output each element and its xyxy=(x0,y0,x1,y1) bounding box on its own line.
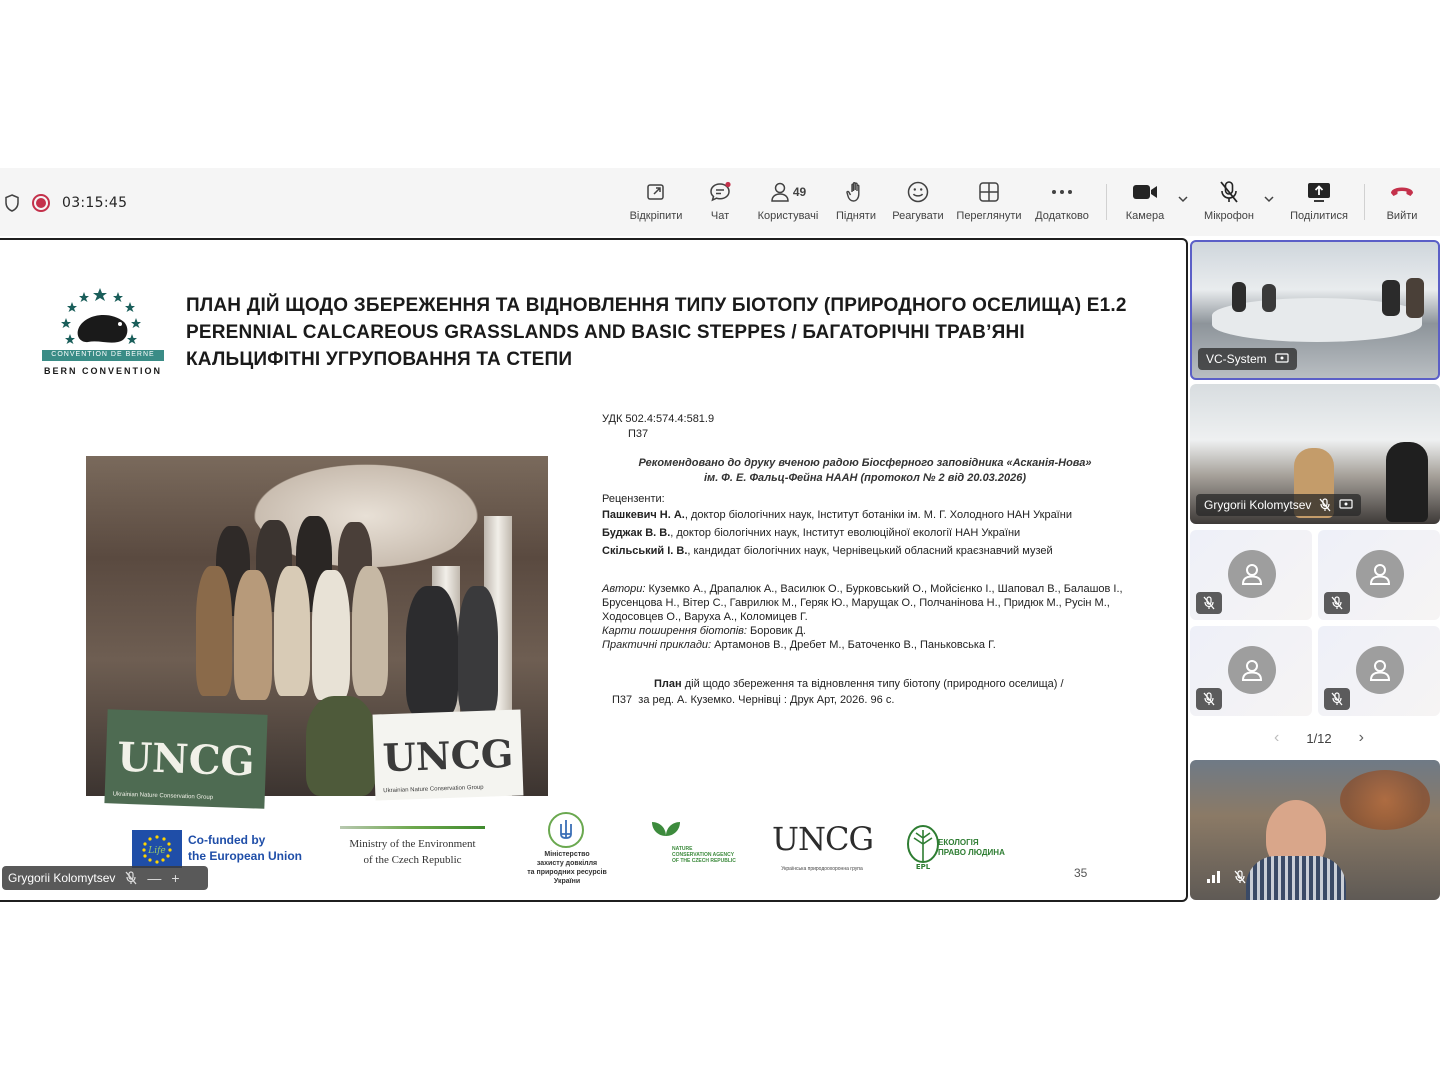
photo-person xyxy=(234,570,272,700)
toolbar-divider xyxy=(1106,184,1107,220)
biblio-line-2 xyxy=(612,694,894,706)
uncg-logo-text: UNCG xyxy=(772,820,874,858)
person-icon xyxy=(1239,561,1265,587)
nca-text xyxy=(672,846,742,864)
czech-ministry-bar xyxy=(340,826,485,829)
cz-line-1: Ministry of the Environment xyxy=(349,838,476,850)
meeting-toolbar xyxy=(0,168,1440,236)
unpin-label: Відкріпити xyxy=(629,210,683,222)
camera-icon xyxy=(1132,183,1158,201)
screen-share-icon xyxy=(1275,353,1289,365)
slide-title: ПЛАН ДІЙ ЩОДО ЗБЕРЕЖЕННЯ ТА ВІДНОВЛЕННЯ ТИПУ БІОТОПУ (ПРИРОДНОГО ОСЕЛИЩА) E1.2 PERENNIAL CALCAREOUS GRASSLANDS AND BASIC STEPPES / БАГАТОРІЧНІ ТРАВ’ЯНІ КАЛЬЦИФІТНІ УГРУПОВАННЯ ТА СТЕПИ xyxy=(186,295,1127,370)
participant-label xyxy=(1198,348,1297,370)
nca-line-1: NATURE xyxy=(672,846,693,852)
green-banner-text: UNCG xyxy=(116,733,256,785)
ua-trident-icon xyxy=(548,812,584,848)
reviewer-name: Скільський І. В. xyxy=(602,545,688,557)
participant-tile-avatar[interactable] xyxy=(1318,530,1440,620)
recording-icon xyxy=(32,194,50,212)
people-icon xyxy=(770,181,790,203)
mic-off-icon xyxy=(1331,596,1343,610)
person-icon xyxy=(1367,657,1393,683)
popout-icon xyxy=(645,181,667,203)
biblio-title-word: План xyxy=(654,678,682,690)
white-banner-subtext: Ukrainian Nature Conservation Group xyxy=(383,784,484,795)
participant-name: Grygorii Kolomytsev xyxy=(1204,498,1312,512)
participant-tile-avatar[interactable] xyxy=(1190,530,1312,620)
chat-icon xyxy=(708,181,732,203)
authors-list: Куземко А., Драпалюк А., Василюк О., Бурковський О., Мойсієнко І., Шаповал В., Балашов І., Брусенцова Н., Вітер С., Гаврилюк М., Геряк Ю., Марущак О., Полчанінова Н., Придюк М., Русін М., Ходосовцев О., Варуха А., Коломицев Г. xyxy=(602,583,1123,623)
room-person xyxy=(1406,278,1424,318)
eu-flag-icon xyxy=(132,830,182,868)
view-label: Переглянути xyxy=(956,210,1022,222)
reviewer-row xyxy=(602,542,1162,560)
toolbar-divider-2 xyxy=(1364,184,1365,220)
recommendation-line-1: Рекомендовано до друку вченою радою Біосферного заповідника «Асканія-Нова» xyxy=(638,457,1092,469)
czech-ministry-text xyxy=(340,836,485,868)
room-person xyxy=(1262,284,1276,312)
cz-line-2: of the Czech Republic xyxy=(363,854,462,866)
room-person xyxy=(1382,280,1400,316)
recommendation-line-2: ім. Ф. Е. Фальц-Фейна НААН (протокол № 2 від 20.03.2026) xyxy=(704,472,1026,484)
photo-person xyxy=(458,586,498,716)
biblio-title-rest: дій щодо збереження та відновлення типу біотопу (природного оселища) / xyxy=(681,678,1064,690)
reviewer-desc: , доктор біологічних наук, Інститут еволюційної екології НАН України xyxy=(670,527,1021,539)
pager-indicator: 1/12 xyxy=(1306,730,1332,746)
ua-line-3: та природних ресурсів xyxy=(527,869,607,876)
ua-line-4: України xyxy=(553,878,581,885)
mic-off-icon xyxy=(1319,498,1331,512)
logo-caption-bottom: BERN CONVENTION xyxy=(43,366,162,376)
uncg-white-banner xyxy=(373,709,524,800)
more-dots-icon xyxy=(1051,188,1073,196)
room-person xyxy=(1386,442,1428,522)
white-banner-text: UNCG xyxy=(381,730,515,780)
participant-tile-vc-system[interactable] xyxy=(1190,240,1440,380)
mute-badge xyxy=(1196,688,1222,710)
camera-options-chevron-down-icon[interactable] xyxy=(1176,192,1190,206)
shield-icon[interactable] xyxy=(4,194,20,212)
meeting-timer: 03:15:45 xyxy=(62,195,128,211)
leave-button[interactable] xyxy=(1380,178,1424,230)
hang-up-icon xyxy=(1389,185,1415,199)
reviewer-desc: , доктор біологічних наук, Інститут ботаніки ім. М. Г. Холодного НАН України xyxy=(684,509,1072,521)
authors-label: Автори: xyxy=(602,583,646,595)
photo-person xyxy=(312,570,350,700)
reviewer-desc: , кандидат біологічних наук, Чернівецький обласний краєзнавчий музей xyxy=(687,545,1053,557)
participants-label: Користувачі xyxy=(757,210,819,222)
leave-label: Вийти xyxy=(1386,210,1418,222)
udc-code xyxy=(602,412,714,442)
shared-screen-slide xyxy=(0,238,1188,902)
chat-label: Чат xyxy=(710,210,730,222)
reviewer-row xyxy=(602,506,1162,524)
zoom-out-icon[interactable]: — xyxy=(147,870,162,886)
uncg-logo-subtext: Українська природоохоронна група xyxy=(781,866,863,872)
grid-view-icon xyxy=(978,181,1000,203)
eu-line-2: the European Union xyxy=(188,849,302,863)
examples-row xyxy=(602,638,1132,652)
photo-person xyxy=(196,566,232,696)
hand-icon xyxy=(845,180,867,204)
presenter-name: Grygorii Kolomytsev xyxy=(8,871,116,885)
screen-share-icon xyxy=(1339,499,1353,511)
room-person xyxy=(1232,282,1246,312)
mic-off-icon xyxy=(1203,596,1215,610)
maps-author: Боровик Д. xyxy=(746,625,806,637)
pager-next-chevron-right-icon[interactable]: › xyxy=(1358,729,1364,746)
zoom-in-icon[interactable]: + xyxy=(171,870,180,886)
reviewer-name: Буджак В. В. xyxy=(602,527,671,539)
epl-abbr: EPL xyxy=(915,863,931,871)
person-icon xyxy=(1239,657,1265,683)
avatar xyxy=(1356,646,1404,694)
wall-decor xyxy=(1340,770,1430,830)
raise-hand-label: Підняти xyxy=(836,210,876,222)
udc-number: УДК 502.4:574.4:581.9 xyxy=(602,413,715,425)
avatar xyxy=(1228,646,1276,694)
microphone-button[interactable] xyxy=(1196,178,1262,230)
epl-text xyxy=(938,838,1018,858)
examples-label: Практичні приклади: xyxy=(602,639,712,651)
microphone-label: Мікрофон xyxy=(1204,210,1254,222)
examples-authors: Артамонов В., Дребет М., Баточенко В., Паньковська Г. xyxy=(711,639,996,651)
mic-off-icon xyxy=(1203,692,1215,706)
pager-prev-chevron-left-icon[interactable]: ‹ xyxy=(1274,729,1280,746)
photo-person xyxy=(406,586,458,716)
svg-text:Life: Life xyxy=(148,846,166,856)
smiley-icon xyxy=(906,180,930,204)
authors-block xyxy=(602,582,1132,652)
book-code: П37 xyxy=(628,428,649,440)
authors-row xyxy=(602,582,1132,624)
epl-line-1: ЕКОЛОГІЯ xyxy=(938,838,979,847)
participant-tile-grygorii[interactable] xyxy=(1190,384,1440,524)
self-shirt xyxy=(1246,856,1346,900)
participant-pager xyxy=(1274,728,1364,748)
more-label: Додатково xyxy=(1035,210,1089,222)
raise-hand-button[interactable] xyxy=(832,178,880,230)
chat-button[interactable] xyxy=(700,178,740,230)
mic-off-icon xyxy=(125,871,137,885)
mic-off-icon xyxy=(1234,870,1246,884)
reviewer-row xyxy=(602,524,1162,542)
ua-line-2: захисту довкілля xyxy=(536,860,598,867)
photo-person xyxy=(306,696,376,796)
eu-cofunded-text xyxy=(188,832,302,864)
participants-button[interactable] xyxy=(752,178,824,230)
view-button[interactable] xyxy=(952,178,1026,230)
mic-options-chevron-down-icon[interactable] xyxy=(1262,192,1276,206)
presenter-name-tag xyxy=(2,866,208,890)
green-banner-subtext: Ukrainian Nature Conservation Group xyxy=(112,791,214,801)
meeting-info xyxy=(4,192,127,214)
unpin-button[interactable] xyxy=(624,178,688,230)
share-label: Поділитися xyxy=(1290,210,1348,222)
camera-button[interactable] xyxy=(1118,178,1172,230)
participant-name: VC-System xyxy=(1206,352,1267,366)
photo-person xyxy=(274,566,310,696)
mute-badge xyxy=(1324,592,1350,614)
react-button[interactable] xyxy=(888,178,948,230)
participant-label xyxy=(1196,494,1361,516)
participant-tile-avatar[interactable] xyxy=(1190,626,1312,716)
self-view-tile[interactable] xyxy=(1190,760,1440,900)
share-screen-icon xyxy=(1307,182,1331,202)
maps-row xyxy=(602,624,1132,638)
more-button[interactable] xyxy=(1030,178,1094,230)
epl-line-2: ПРАВО ЛЮДИНА xyxy=(938,848,1005,857)
logo-caption-top: CONVENTION DE BERNE xyxy=(51,351,155,358)
avatar xyxy=(1228,550,1276,598)
signal-icon xyxy=(1206,870,1222,884)
nca-line-3: OF THE CZECH REPUBLIC xyxy=(672,858,736,864)
bern-convention-logo xyxy=(38,286,168,382)
share-button[interactable] xyxy=(1284,178,1354,230)
mic-off-icon xyxy=(1331,692,1343,706)
reviewers-heading: Рецензенти: xyxy=(602,493,665,505)
photo-person xyxy=(352,566,388,696)
react-label: Реагувати xyxy=(892,210,944,222)
mute-badge xyxy=(1196,592,1222,614)
uncg-green-banner xyxy=(104,709,267,809)
reviewers-block xyxy=(602,492,1162,560)
bibliographic-record xyxy=(612,676,1132,708)
camera-label: Камера xyxy=(1125,210,1165,222)
mute-badge xyxy=(1324,688,1350,710)
slide-page-number: 35 xyxy=(1074,866,1088,880)
photo-crowd xyxy=(106,526,526,801)
reviewer-name: Пашкевич Н. А. xyxy=(602,509,685,521)
participant-count: 49 xyxy=(792,185,807,199)
avatar xyxy=(1356,550,1404,598)
recommendation-text xyxy=(600,456,1130,486)
ua-ministry-text xyxy=(512,850,622,886)
eu-line-1: Co-funded by xyxy=(188,833,266,847)
biblio-code: П37 xyxy=(612,694,633,706)
biblio-line-1 xyxy=(612,676,1132,692)
group-photo xyxy=(86,456,548,801)
participant-tile-avatar[interactable] xyxy=(1318,626,1440,716)
maps-label: Карти поширення біотопів: xyxy=(602,625,747,637)
person-icon xyxy=(1367,561,1393,587)
mic-off-icon xyxy=(1218,180,1240,204)
biblio-imprint: за ред. А. Куземко. Чернівці : Друк Арт, 2026. 96 с. xyxy=(638,694,895,706)
epl-tree-icon xyxy=(906,824,940,875)
ua-line-1: Міністерство xyxy=(544,851,590,858)
nca-line-2: CONSERVATION AGENCY xyxy=(672,852,735,858)
